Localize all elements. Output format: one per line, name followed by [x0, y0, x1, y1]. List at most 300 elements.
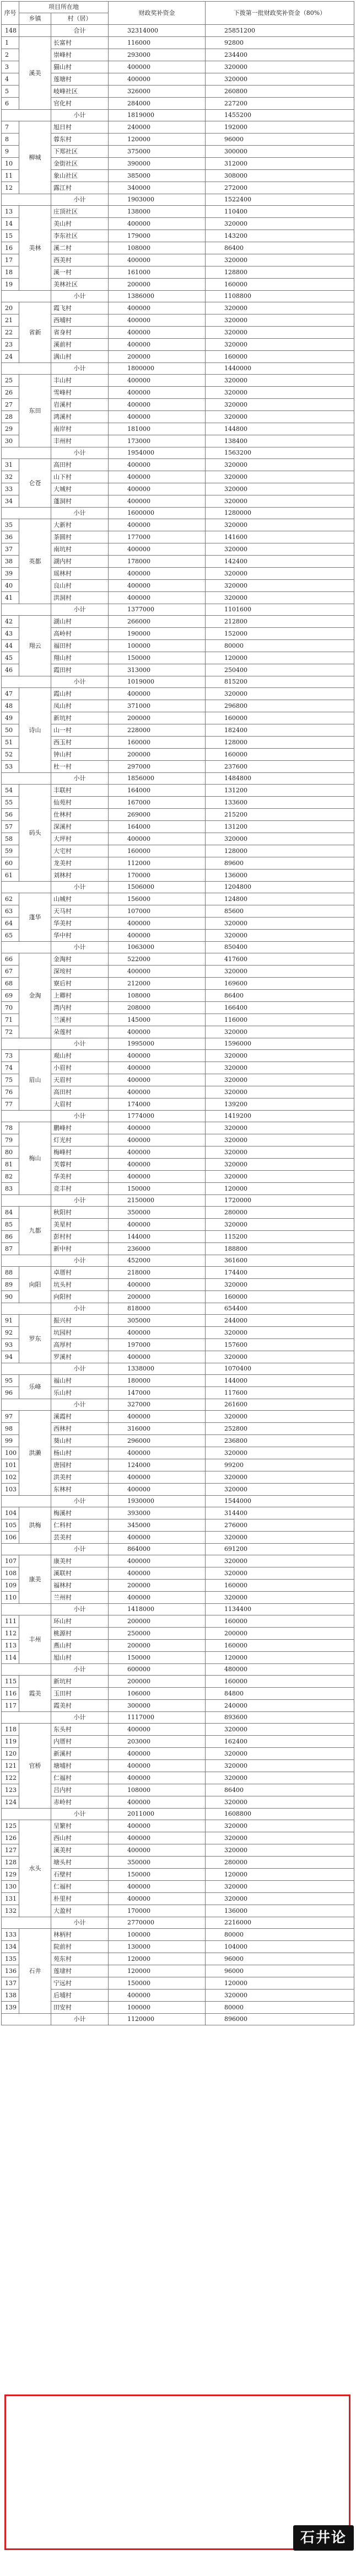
village-cell: 龙美村	[51, 857, 109, 870]
subtotal-row	[2, 194, 354, 206]
subsidy-cell: 162400	[206, 1736, 354, 1748]
fund-cell: 400000	[109, 1074, 206, 1086]
village-cell: 桃源村	[51, 1628, 109, 1640]
subsidy-cell: 136000	[206, 1905, 354, 1917]
subsidy-cell: 160000	[206, 1640, 354, 1652]
fund-cell: 200000	[109, 749, 206, 761]
town-cell: 仑苍	[19, 459, 51, 508]
seq-cell: 115	[2, 1676, 19, 1688]
table-row	[2, 1243, 354, 1255]
subsidy-cell: 136000	[206, 870, 354, 882]
table-row	[2, 978, 354, 990]
subsidy-cell: 320000	[206, 483, 354, 495]
grand-total-town	[19, 25, 51, 37]
fund-cell: 250000	[109, 1628, 206, 1640]
subsidy-cell: 320000	[206, 1748, 354, 1760]
subtotal-fund: 1019000	[109, 676, 206, 688]
fund-cell: 120000	[109, 1953, 206, 1965]
table-row	[2, 616, 354, 628]
village-cell: 大盈村	[51, 1905, 109, 1917]
fund-cell: 400000	[109, 930, 206, 942]
subtotal-row	[2, 676, 354, 688]
subsidy-cell: 237600	[206, 761, 354, 773]
seq-cell: 45	[2, 652, 19, 664]
table-row	[2, 1411, 354, 1423]
seq-cell: 88	[2, 1267, 19, 1279]
seq-cell: 68	[2, 978, 19, 990]
grand-total-fund: 32314000	[109, 25, 206, 37]
village-cell: 美星村	[51, 1219, 109, 1231]
seq-cell: 122	[2, 1772, 19, 1784]
subtotal-label: 小计	[51, 363, 109, 375]
village-cell: 苑东村	[51, 1953, 109, 1965]
table-row	[2, 182, 354, 194]
town-cell: 柳城	[19, 121, 51, 194]
town-cell: 梅山	[19, 1122, 51, 1195]
subsidy-cell: 320000	[206, 1026, 354, 1038]
seq-cell: 20	[2, 302, 19, 314]
table-row	[2, 785, 354, 797]
village-cell: 钟山村	[51, 749, 109, 761]
table-row	[2, 471, 354, 483]
table-row	[2, 1279, 354, 1291]
subsidy-cell: 320000	[206, 1567, 354, 1580]
fund-cell: 400000	[109, 327, 206, 339]
table-row	[2, 1050, 354, 1062]
subsidy-cell: 160000	[206, 1291, 354, 1303]
subsidy-cell: 320000	[206, 1844, 354, 1857]
subsidy-cell: 169600	[206, 978, 354, 990]
subtotal-label: 小计	[51, 1712, 109, 1724]
village-cell: 刘林村	[51, 870, 109, 882]
table-row	[2, 1471, 354, 1484]
subtotal-label: 小计	[51, 110, 109, 121]
table-row	[2, 1159, 354, 1171]
village-cell: 华美村	[51, 918, 109, 930]
subtotal-spacer	[2, 1399, 51, 1411]
fund-cell: 350000	[109, 1857, 206, 1869]
seq-cell: 56	[2, 809, 19, 821]
seq-cell: 13	[2, 206, 19, 218]
village-cell: 高田村	[51, 1086, 109, 1098]
subsidy-cell: 80000	[206, 640, 354, 652]
subsidy-cell: 131200	[206, 785, 354, 797]
village-cell: 宁远村	[51, 1977, 109, 1990]
seq-cell: 62	[2, 893, 19, 905]
subsidy-cell: 320000	[206, 399, 354, 411]
subtotal-spacer	[2, 1195, 51, 1207]
fund-cell: 130000	[109, 1941, 206, 1953]
subsidy-cell: 252800	[206, 1423, 354, 1435]
table-row	[2, 1183, 354, 1195]
subsidy-cell: 320000	[206, 1146, 354, 1159]
subsidy-cell: 320000	[206, 1760, 354, 1772]
seq-cell: 108	[2, 1567, 19, 1580]
village-cell: 岩溪村	[51, 399, 109, 411]
table-row	[2, 1134, 354, 1146]
subsidy-cell: 144800	[206, 423, 354, 435]
subtotal-fund: 1930000	[109, 1496, 206, 1507]
table-row	[2, 1736, 354, 1748]
subsidy-cell: 236800	[206, 1435, 354, 1447]
subsidy-cell: 86400	[206, 1784, 354, 1796]
subsidy-cell: 244000	[206, 1315, 354, 1327]
fund-cell: 390000	[109, 158, 206, 170]
fund-cell: 400000	[109, 1146, 206, 1159]
subsidy-cell: 86400	[206, 990, 354, 1002]
fund-cell: 200000	[109, 279, 206, 291]
subsidy-cell: 417600	[206, 953, 354, 966]
town-cell: 诗山	[19, 688, 51, 773]
table-row	[2, 1869, 354, 1881]
fund-cell: 400000	[109, 1050, 206, 1062]
village-cell: 观山村	[51, 1050, 109, 1062]
village-cell: 庄顶社区	[51, 206, 109, 218]
subsidy-cell: 160000	[206, 1676, 354, 1688]
village-cell: 寮后村	[51, 978, 109, 990]
fund-cell: 108000	[109, 990, 206, 1002]
village-cell: 田安村	[51, 2002, 109, 2014]
subtotal-row	[2, 1809, 354, 1820]
fund-cell: 200000	[109, 712, 206, 724]
subsidy-cell: 320000	[206, 459, 354, 471]
subsidy-cell: 160000	[206, 1615, 354, 1628]
seq-cell: 82	[2, 1171, 19, 1183]
table-row	[2, 387, 354, 399]
subtotal-spacer	[2, 604, 51, 616]
fund-cell: 313000	[109, 664, 206, 676]
subtotal-subsidy: 896000	[206, 2014, 354, 2025]
table-row	[2, 1615, 354, 1628]
village-cell: 灯光村	[51, 1134, 109, 1146]
seq-cell: 64	[2, 918, 19, 930]
fund-cell: 107000	[109, 905, 206, 918]
table-row	[2, 1086, 354, 1098]
table-row	[2, 37, 354, 49]
table-row	[2, 1772, 354, 1784]
subsidy-cell: 320000	[206, 1327, 354, 1339]
village-cell: 坑头村	[51, 1279, 109, 1291]
village-cell: 金淘村	[51, 953, 109, 966]
fund-cell: 164000	[109, 785, 206, 797]
subsidy-cell: 182400	[206, 724, 354, 737]
subsidy-cell: 320000	[206, 1351, 354, 1363]
seq-cell: 59	[2, 845, 19, 857]
village-cell: 上卿村	[51, 990, 109, 1002]
seq-cell: 101	[2, 1459, 19, 1471]
town-cell: 官桥	[19, 1724, 51, 1809]
fund-cell: 400000	[109, 1796, 206, 1809]
village-cell: 玉田村	[51, 1688, 109, 1700]
fund-cell: 190000	[109, 628, 206, 640]
table-row	[2, 279, 354, 291]
subtotal-subsidy: 1440000	[206, 363, 354, 375]
village-cell: 后埔村	[51, 1990, 109, 2002]
subsidy-cell: 143200	[206, 230, 354, 242]
town-cell: 霞美	[19, 1676, 51, 1712]
fund-cell: 124000	[109, 1459, 206, 1471]
fund-cell: 350000	[109, 1207, 206, 1219]
subsidy-cell: 128800	[206, 266, 354, 279]
fund-cell: 400000	[109, 1820, 206, 1832]
subtotal-fund: 1063000	[109, 942, 206, 953]
village-cell: 瑶林村	[51, 568, 109, 580]
seq-cell: 41	[2, 592, 19, 604]
seq-cell: 73	[2, 1050, 19, 1062]
table-row	[2, 266, 354, 279]
table-body	[2, 25, 354, 2025]
table-row	[2, 531, 354, 543]
seq-cell: 124	[2, 1796, 19, 1809]
seq-cell: 49	[2, 712, 19, 724]
village-cell: 长富村	[51, 37, 109, 49]
fund-cell: 200000	[109, 1580, 206, 1592]
seq-cell: 86	[2, 1231, 19, 1243]
table-row	[2, 953, 354, 966]
table-row	[2, 1375, 354, 1387]
subsidy-cell: 300000	[206, 146, 354, 158]
fund-cell: 179000	[109, 230, 206, 242]
subtotal-subsidy: 2216000	[206, 1917, 354, 1929]
village-cell: 丰州村	[51, 435, 109, 447]
seq-cell: 51	[2, 737, 19, 749]
village-cell: 东林村	[51, 1484, 109, 1496]
subsidy-cell: 320000	[206, 966, 354, 978]
fund-cell: 400000	[109, 1219, 206, 1231]
table-row	[2, 688, 354, 700]
subtotal-spacer	[2, 1664, 51, 1676]
town-cell: 九都	[19, 1207, 51, 1255]
subtotal-fund: 600000	[109, 1664, 206, 1676]
village-cell: 高岭村	[51, 628, 109, 640]
subtotal-row	[2, 773, 354, 785]
village-cell: 福林村	[51, 1580, 109, 1592]
seq-cell: 126	[2, 1832, 19, 1844]
fund-cell: 400000	[109, 339, 206, 351]
fund-cell: 269000	[109, 809, 206, 821]
village-cell: 秋阳村	[51, 1207, 109, 1219]
village-cell: 卓厝村	[51, 1267, 109, 1279]
table-row	[2, 459, 354, 471]
fund-cell: 160000	[109, 845, 206, 857]
subtotal-spacer	[2, 447, 51, 459]
village-cell: 兰州村	[51, 1592, 109, 1604]
subsidy-cell: 276000	[206, 1519, 354, 1532]
village-cell: 霞田村	[51, 664, 109, 676]
seq-cell: 90	[2, 1291, 19, 1303]
town-cell: 康美	[19, 1555, 51, 1604]
subsidy-cell: 227200	[206, 98, 354, 110]
village-cell: 下郑社区	[51, 146, 109, 158]
seq-cell: 61	[2, 870, 19, 882]
fund-cell: 400000	[109, 1592, 206, 1604]
subsidy-cell: 320000	[206, 1122, 354, 1134]
subsidy-cell: 92800	[206, 37, 354, 49]
table-row	[2, 2002, 354, 2014]
village-cell: 赤岭村	[51, 1796, 109, 1809]
subsidy-cell: 320000	[206, 1555, 354, 1567]
subtotal-fund: 1120000	[109, 2014, 206, 2025]
seq-cell: 4	[2, 73, 19, 86]
seq-cell: 77	[2, 1098, 19, 1111]
subsidy-cell: 320000	[206, 1062, 354, 1074]
fund-cell: 156000	[109, 893, 206, 905]
fund-cell: 400000	[109, 918, 206, 930]
subsidy-cell: 320000	[206, 73, 354, 86]
fund-cell: 400000	[109, 1555, 206, 1567]
village-cell: 大宅村	[51, 845, 109, 857]
village-cell: 溪一村	[51, 266, 109, 279]
seq-cell: 35	[2, 519, 19, 531]
seq-cell: 132	[2, 1905, 19, 1917]
table-row	[2, 1122, 354, 1134]
subsidy-cell: 320000	[206, 918, 354, 930]
seq-cell: 53	[2, 761, 19, 773]
fund-cell: 150000	[109, 652, 206, 664]
subsidy-cell: 120000	[206, 1652, 354, 1664]
fund-cell: 400000	[109, 1748, 206, 1760]
village-cell: 鹏峰村	[51, 1122, 109, 1134]
seq-cell: 19	[2, 279, 19, 291]
village-cell: 朴里村	[51, 1893, 109, 1905]
town-cell: 溪美	[19, 37, 51, 110]
village-cell: 院前村	[51, 1941, 109, 1953]
seq-cell: 79	[2, 1134, 19, 1146]
subsidy-cell: 320000	[206, 1086, 354, 1098]
subsidy-cell: 138400	[206, 435, 354, 447]
village-cell: 岐峰社区	[51, 86, 109, 98]
table-row	[2, 98, 354, 110]
fund-cell: 112000	[109, 857, 206, 870]
seq-cell: 98	[2, 1423, 19, 1435]
subsidy-cell: 312000	[206, 158, 354, 170]
town-cell: 丰州	[19, 1615, 51, 1664]
seq-cell: 3	[2, 61, 19, 73]
table-row	[2, 1893, 354, 1905]
fund-cell: 400000	[109, 1844, 206, 1857]
seq-cell: 25	[2, 375, 19, 387]
village-cell: 华中村	[51, 930, 109, 942]
subsidy-cell: 320000	[206, 61, 354, 73]
seq-cell: 11	[2, 170, 19, 182]
subsidy-cell: 152000	[206, 628, 354, 640]
village-cell: 福山村	[51, 1375, 109, 1387]
fund-cell: 400000	[109, 1832, 206, 1844]
table-row	[2, 1700, 354, 1712]
table-row	[2, 870, 354, 882]
table-row	[2, 1844, 354, 1857]
seq-cell: 9	[2, 146, 19, 158]
subsidy-cell: 250400	[206, 664, 354, 676]
subtotal-label: 小计	[51, 1303, 109, 1315]
subtotal-row	[2, 1255, 354, 1267]
village-cell: 深垵村	[51, 966, 109, 978]
table-row	[2, 49, 354, 61]
village-cell: 鸿溪村	[51, 411, 109, 423]
subtotal-label: 小计	[51, 676, 109, 688]
table-row	[2, 568, 354, 580]
village-cell: 高厚村	[51, 1339, 109, 1351]
subtotal-row	[2, 1664, 354, 1676]
seq-cell: 81	[2, 1159, 19, 1171]
subtotal-subsidy: 1101600	[206, 604, 354, 616]
subtotal-spacer	[2, 1038, 51, 1050]
village-cell: 西山村	[51, 1832, 109, 1844]
village-cell: 新溪村	[51, 1748, 109, 1760]
village-cell: 丰山村	[51, 375, 109, 387]
fund-cell: 400000	[109, 580, 206, 592]
location-header: 项目所在地	[19, 2, 109, 13]
seq-cell: 26	[2, 387, 19, 399]
table-row	[2, 990, 354, 1002]
fund-cell: 400000	[109, 483, 206, 495]
table-row	[2, 1555, 354, 1567]
seq-cell: 130	[2, 1881, 19, 1893]
village-cell: 仕林村	[51, 809, 109, 821]
fund-cell: 293000	[109, 49, 206, 61]
subsidy-cell: 96000	[206, 134, 354, 146]
village-cell: 山城村	[51, 893, 109, 905]
subtotal-subsidy: 1544000	[206, 1496, 354, 1507]
subsidy-cell: 320000	[206, 1772, 354, 1784]
fund-cell: 173000	[109, 435, 206, 447]
subsidy-cell: 320000	[206, 1411, 354, 1423]
table-row	[2, 423, 354, 435]
village-cell: 葵山村	[51, 1435, 109, 1447]
village-cell: 茶圆村	[51, 531, 109, 543]
town-cell: 翔云	[19, 616, 51, 676]
table-row	[2, 206, 354, 218]
subtotal-spacer	[2, 110, 51, 121]
village-cell: 西埔村	[51, 314, 109, 327]
subtotal-row	[2, 1496, 354, 1507]
seq-cell: 129	[2, 1869, 19, 1881]
seq-cell: 118	[2, 1724, 19, 1736]
table-row	[2, 1881, 354, 1893]
town-cell: 洪梅	[19, 1507, 51, 1544]
seq-cell: 104	[2, 1507, 19, 1519]
subtotal-subsidy: 1563200	[206, 447, 354, 459]
seq-cell: 92	[2, 1327, 19, 1339]
table-row	[2, 73, 354, 86]
subsidy-cell: 320000	[206, 1796, 354, 1809]
subsidy-cell: 320000	[206, 218, 354, 230]
table-row	[2, 592, 354, 604]
subsidy-cell: 128000	[206, 845, 354, 857]
subsidy-cell: 131200	[206, 821, 354, 833]
subtotal-label: 小计	[51, 1604, 109, 1615]
subsidy-cell: 144000	[206, 1375, 354, 1387]
village-cell: 林柄村	[51, 1929, 109, 1941]
village-cell: 蓬洞村	[51, 495, 109, 508]
subsidy-cell: 320000	[206, 1074, 354, 1086]
town-cell: 金淘	[19, 953, 51, 1038]
subtotal-label: 小计	[51, 291, 109, 302]
subtotal-row	[2, 1399, 354, 1411]
fund-cell: 305000	[109, 1315, 206, 1327]
table-row	[2, 1447, 354, 1459]
fund-cell: 400000	[109, 1122, 206, 1134]
seq-cell: 17	[2, 254, 19, 266]
subtotal-subsidy: 691200	[206, 1544, 354, 1555]
village-cell: 环山村	[51, 1615, 109, 1628]
subtotal-subsidy: 850400	[206, 942, 354, 953]
village-cell: 南坑村	[51, 543, 109, 556]
subsidy-cell: 320000	[206, 1159, 354, 1171]
table-row	[2, 339, 354, 351]
subsidy-cell: 320000	[206, 1820, 354, 1832]
fund-cell: 147000	[109, 1387, 206, 1399]
